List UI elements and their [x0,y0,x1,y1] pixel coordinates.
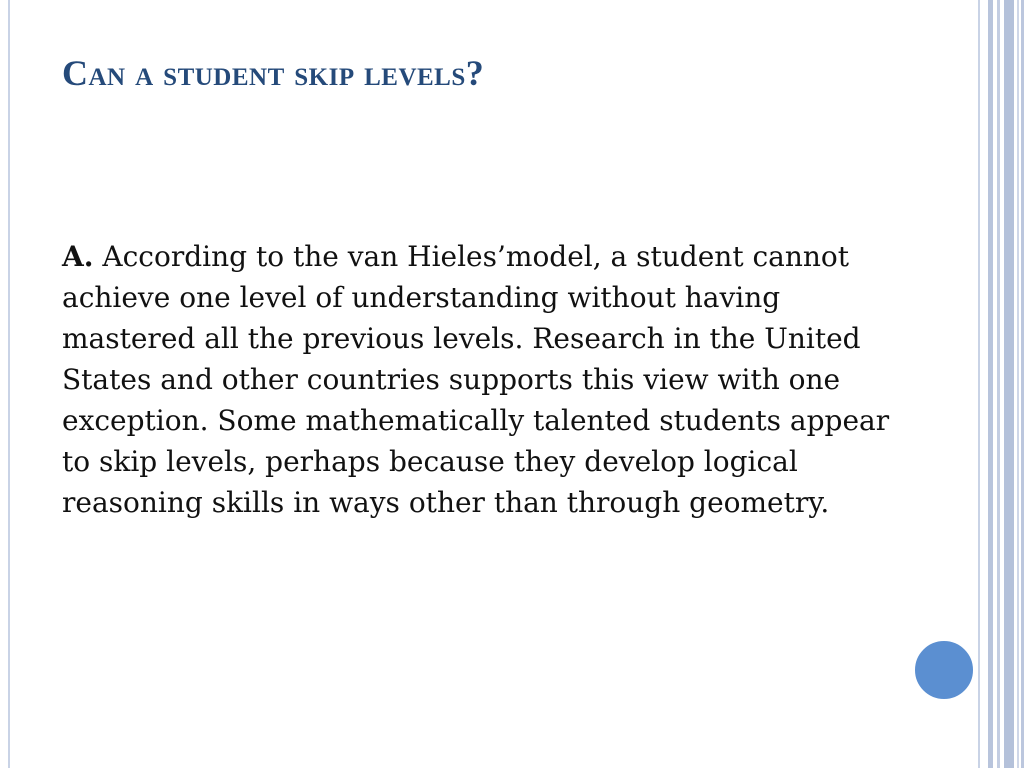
stripe [997,0,1000,768]
stripe [1017,0,1019,768]
answer-text: According to the van Hieles’model, a student cannot achieve one level of understanding without having mastered all the previous levels. Research in the United States and other countries supports this view with one exception. Some mathematically talented students appear to skip levels, perhaps because they develop logical reasoning skills in ways other than through geometry. [62,240,890,519]
slide-title: Can a student skip levels? [62,53,485,93]
decorative-circle [913,639,975,701]
stripe [988,0,993,768]
slide-body [62,236,892,523]
left-border-line [8,0,10,768]
stripe [1004,0,1014,768]
answer-label: A. [62,240,94,273]
right-decorative-stripes [978,0,1024,768]
stripe [978,0,980,768]
